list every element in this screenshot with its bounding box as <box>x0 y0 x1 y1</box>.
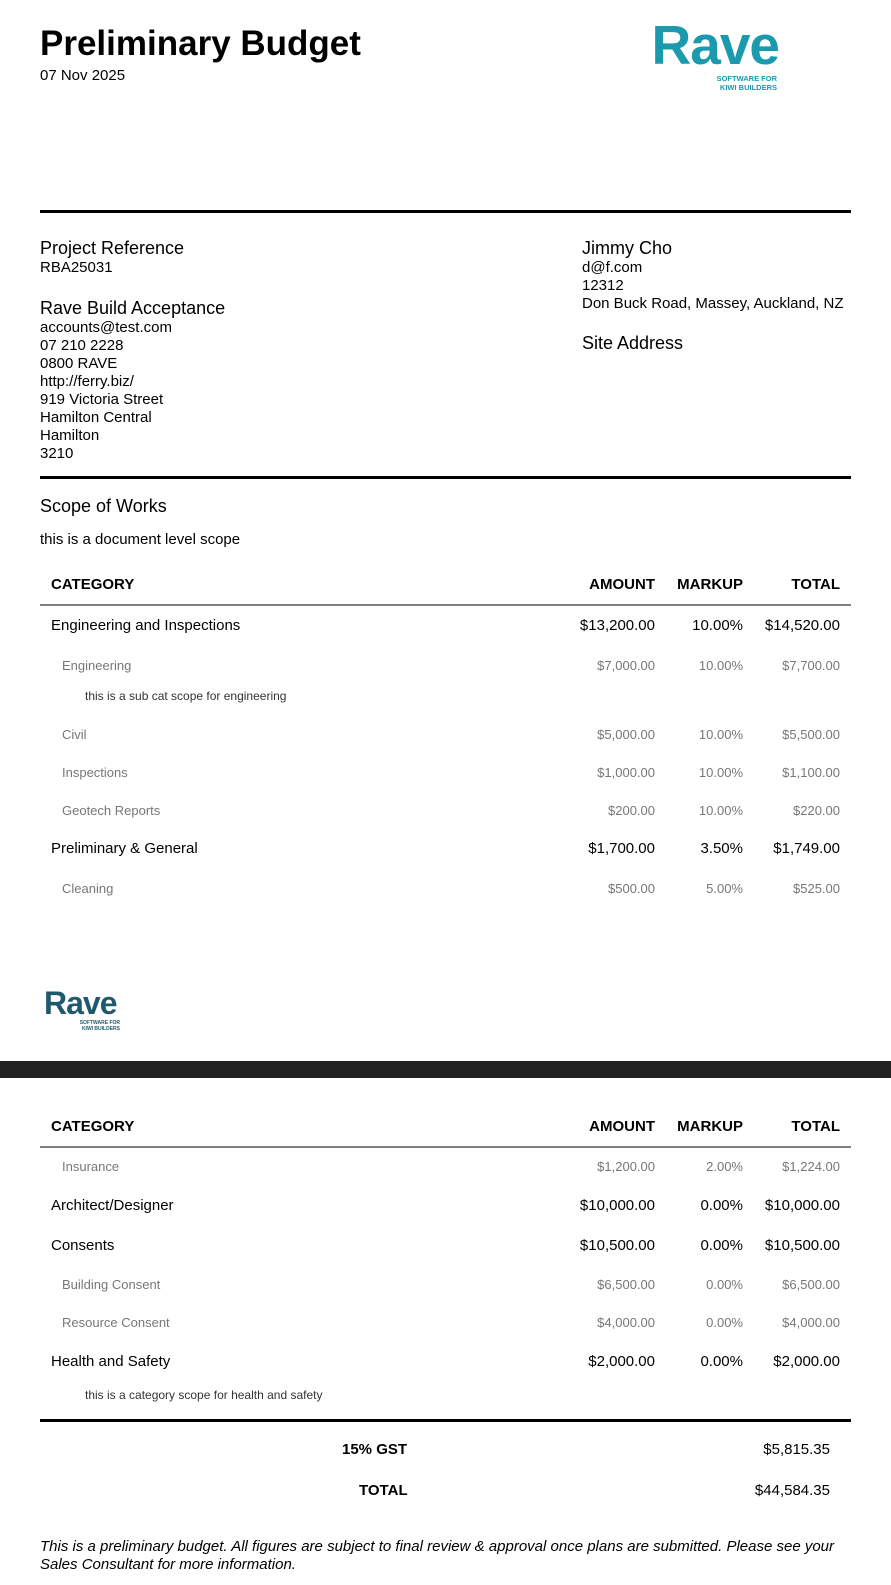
project-reference-value: RBA25031 <box>40 259 113 276</box>
amount-cell: $1,200.00 <box>597 1159 655 1174</box>
amount-cell: $200.00 <box>608 803 655 818</box>
total-cell: $5,500.00 <box>782 727 840 742</box>
amount-cell: $2,000.00 <box>588 1353 655 1370</box>
site-address-heading: Site Address <box>582 333 684 353</box>
company-city: Hamilton <box>40 427 100 444</box>
client-info <box>582 238 852 354</box>
amount-cell: $1,700.00 <box>588 840 655 857</box>
column-header-category: CATEGORY <box>51 1118 135 1135</box>
markup-cell: 10.00% <box>698 765 743 780</box>
logo-word: Rave <box>651 14 779 76</box>
total-cell: $7,700.00 <box>782 658 840 673</box>
logo-small-tagline-2: KIWI BUILDERS <box>81 1026 120 1032</box>
markup-cell: 5.00% <box>706 881 743 896</box>
category-name: Geotech Reports <box>62 803 161 818</box>
company-street: 919 Victoria Street <box>40 391 164 408</box>
markup-cell: 0.00% <box>700 1197 743 1214</box>
scope-heading: Scope of Works <box>40 496 167 516</box>
company-phone-alt: 0800 RAVE <box>40 355 118 372</box>
company-website: http://ferry.biz/ <box>40 373 134 390</box>
project-info <box>40 238 440 463</box>
category-name: Resource Consent <box>62 1315 170 1330</box>
scope-note-text: this is a sub cat scope for engineering <box>85 689 287 703</box>
markup-cell: 10.00% <box>698 727 743 742</box>
category-name: Health and Safety <box>51 1353 171 1370</box>
markup-cell: 3.50% <box>700 840 743 857</box>
category-name: Preliminary & General <box>51 840 198 857</box>
company-suburb: Hamilton Central <box>40 409 152 426</box>
table-header-rule <box>40 1146 851 1148</box>
header-divider <box>40 210 851 213</box>
gst-label: 15% GST <box>342 1441 408 1458</box>
document-date: 07 Nov 2025 <box>40 67 126 84</box>
total-cell: $14,520.00 <box>764 617 840 634</box>
company-postcode: 3210 <box>40 445 74 462</box>
amount-cell: $7,000.00 <box>597 658 655 673</box>
amount-cell: $6,500.00 <box>597 1277 655 1292</box>
info-divider <box>40 476 851 479</box>
logo-small-tagline-1: SOFTWARE FOR <box>79 1020 120 1026</box>
company-phone: 07 210 2228 <box>40 337 124 354</box>
category-name: Engineering <box>62 658 132 673</box>
category-name: Cleaning <box>62 881 114 896</box>
column-header-amount: AMOUNT <box>589 576 655 593</box>
category-name: Insurance <box>62 1159 120 1174</box>
project-reference-heading: Project Reference <box>40 238 185 258</box>
total-cell: $525.00 <box>793 881 840 896</box>
rave-logo <box>639 16 779 92</box>
disclaimer-note: This is a preliminary budget. All figures are subject to final review & approval once plans are submitted. Please see your Sales Consultant for more information. <box>40 1538 835 1573</box>
grand-total-value: $44,584.35 <box>754 1482 830 1499</box>
column-header-amount: AMOUNT <box>589 1118 655 1135</box>
total-cell: $220.00 <box>793 803 840 818</box>
logo-small-word: Rave <box>44 985 117 1021</box>
amount-cell: $13,200.00 <box>579 617 655 634</box>
total-cell: $1,749.00 <box>773 840 840 857</box>
category-name: Architect/Designer <box>51 1197 174 1214</box>
summary-divider <box>40 1419 851 1422</box>
grand-total-label: TOTAL <box>359 1482 408 1499</box>
scope-text: this is a document level scope <box>40 531 241 548</box>
markup-cell: 2.00% <box>706 1159 743 1174</box>
client-name: Jimmy Cho <box>582 238 673 258</box>
category-name: Inspections <box>62 765 128 780</box>
markup-cell: 0.00% <box>700 1237 743 1254</box>
company-name: Rave Build Acceptance <box>40 298 226 318</box>
markup-cell: 10.00% <box>692 617 743 634</box>
amount-cell: $5,000.00 <box>597 727 655 742</box>
amount-cell: $10,500.00 <box>579 1237 655 1254</box>
total-cell: $6,500.00 <box>782 1277 840 1292</box>
column-header-total: TOTAL <box>791 1118 840 1135</box>
markup-cell: 0.00% <box>700 1353 743 1370</box>
markup-cell: 0.00% <box>706 1315 743 1330</box>
total-cell: $10,500.00 <box>764 1237 840 1254</box>
company-email: accounts@test.com <box>40 319 172 336</box>
page-break <box>0 1061 891 1078</box>
logo-tagline-2: KIWI BUILDERS <box>719 83 777 92</box>
total-cell: $1,224.00 <box>782 1159 840 1174</box>
total-cell: $1,100.00 <box>782 765 840 780</box>
column-header-markup: MARKUP <box>677 576 743 593</box>
budget-table-page-2 <box>40 1118 851 1418</box>
category-name: Civil <box>62 727 87 742</box>
logo-tagline-1: SOFTWARE FOR <box>716 74 777 83</box>
rave-logo-small <box>44 986 124 1032</box>
column-header-total: TOTAL <box>791 576 840 593</box>
amount-cell: $10,000.00 <box>579 1197 655 1214</box>
category-name: Building Consent <box>62 1277 161 1292</box>
markup-cell: 10.00% <box>698 658 743 673</box>
category-name: Consents <box>51 1237 115 1254</box>
budget-table-page-1 <box>40 576 851 906</box>
total-cell: $2,000.00 <box>773 1353 840 1370</box>
scope-note-text: this is a category scope for health and safety <box>85 1388 323 1402</box>
client-phone: 12312 <box>582 277 624 294</box>
column-header-category: CATEGORY <box>51 576 135 593</box>
client-email: d@f.com <box>582 259 643 276</box>
table-header-rule <box>40 604 851 606</box>
markup-cell: 10.00% <box>698 803 743 818</box>
gst-value: $5,815.35 <box>763 1441 830 1458</box>
column-header-markup: MARKUP <box>677 1118 743 1135</box>
category-name: Engineering and Inspections <box>51 617 241 634</box>
client-address: Don Buck Road, Massey, Auckland, NZ <box>582 295 844 312</box>
markup-cell: 0.00% <box>706 1277 743 1292</box>
total-cell: $10,000.00 <box>764 1197 840 1214</box>
amount-cell: $4,000.00 <box>597 1315 655 1330</box>
document-title: Preliminary Budget <box>40 24 361 63</box>
total-cell: $4,000.00 <box>782 1315 840 1330</box>
amount-cell: $500.00 <box>608 881 655 896</box>
amount-cell: $1,000.00 <box>597 765 655 780</box>
